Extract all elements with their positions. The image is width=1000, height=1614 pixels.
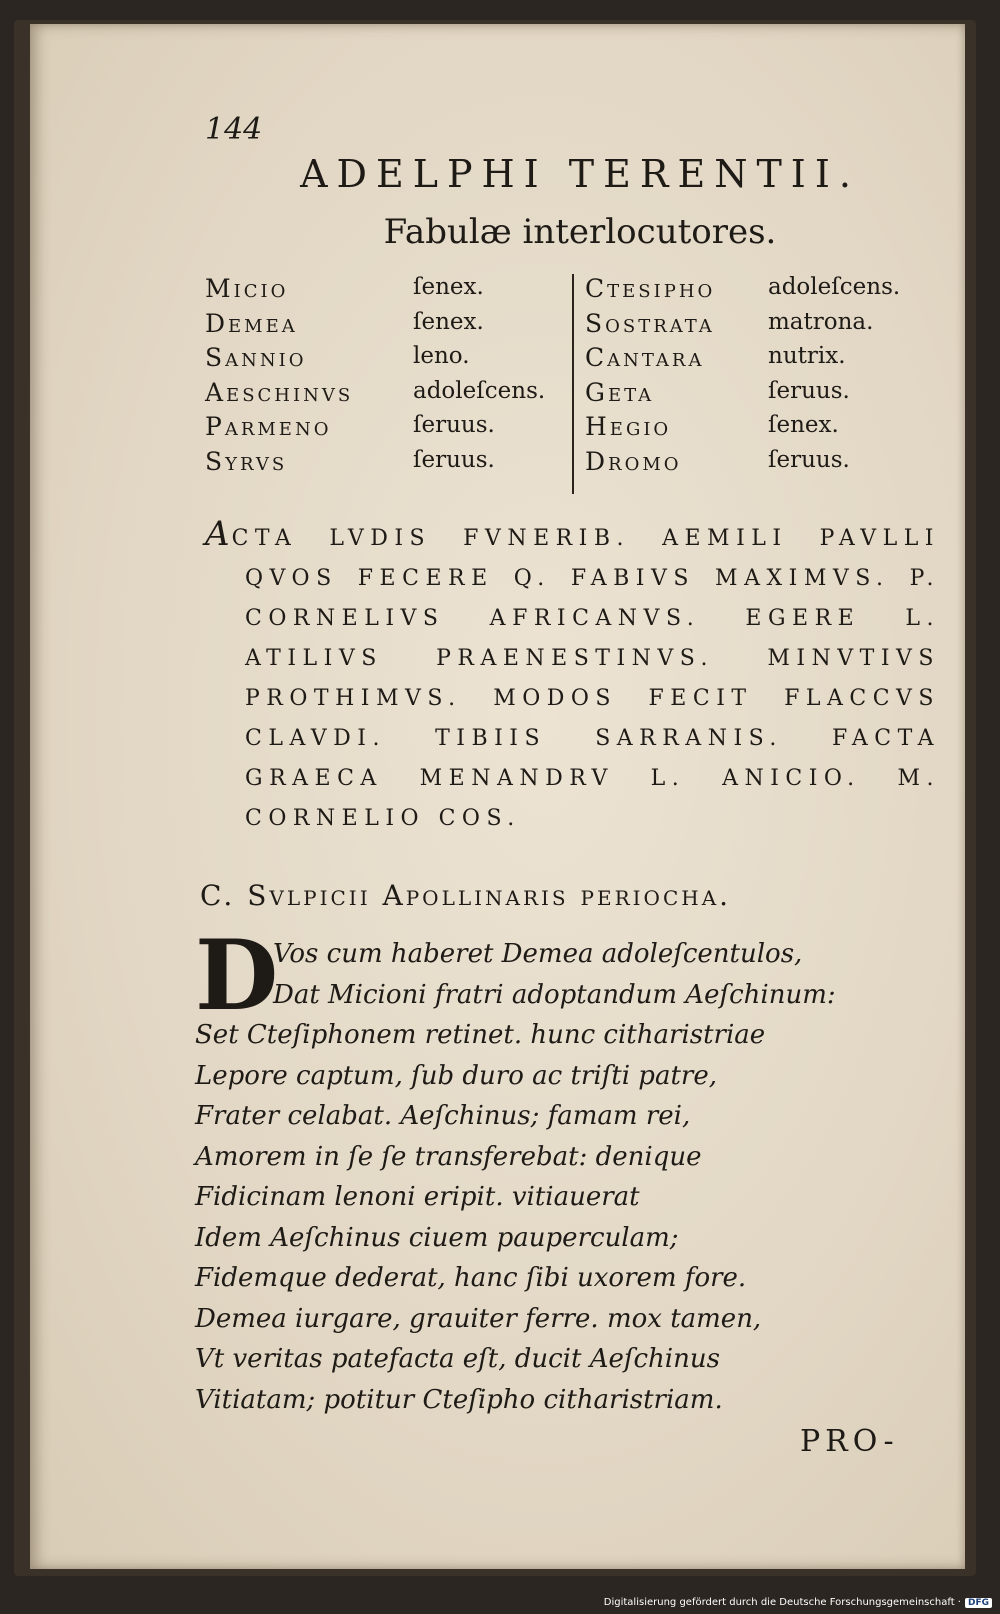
cast-row [585,447,935,482]
character-name: Demea [205,308,298,338]
character-name: Parmeno [205,412,332,441]
character-role: ſeruus. [768,377,850,404]
periocha-heading: C. Svlpicii Apollinaris periocha. [200,879,732,912]
verse-line: Set Cteſiphonem retinet. hunc citharistriae [195,1020,766,1050]
dfg-logo: DFG [965,1598,992,1608]
character-role: ſeruus. [768,446,850,473]
cast-column-left [205,274,575,481]
character-name: Geta [585,377,655,407]
character-name: Cantara [585,343,705,372]
character-role: ſenex. [413,308,484,335]
character-role: matrona. [768,308,874,335]
character-name: Micio [205,274,289,303]
verse-line: Frater celabat. Aeſchinus; famam rei, [195,1101,691,1131]
character-role: adoleſcens. [413,377,546,404]
cast-row [205,343,575,378]
cast-row [585,343,935,378]
verse-line: Fidemque dederat, hanc ſibi uxorem fore. [195,1263,747,1293]
character-name: Sostrata [585,308,715,338]
credit-text: Digitalisierung gefördert durch die Deutsche Forschungsgemeinschaft · [603,1597,961,1608]
verse-line: Vt veritas patefacta eſt, ducit Aeſchinus [195,1344,720,1374]
cast-row [205,309,575,344]
cast-list-subtitle: Fabulæ interlocutores. [383,212,777,252]
column-divider [572,274,574,494]
character-role: ſenex. [768,412,839,438]
periocha-verse [195,919,935,1420]
cast-row [205,274,575,309]
verse-line: Dat Micioni fratri adoptandum Aeſchinum: [273,979,836,1010]
cast-column-right [585,274,935,481]
character-name: Aeschinvs [205,377,354,407]
catchword: PRO- [800,1424,899,1459]
character-role: adoleſcens. [768,274,901,300]
character-name: Sannio [205,343,307,372]
cast-row [205,378,575,413]
character-name: Hegio [585,412,672,441]
character-role: nutrix. [768,343,846,369]
verse-line: Lepore captum, ſub duro ac triſti patre, [195,1060,717,1091]
cast-row [585,412,935,447]
cast-row [585,274,935,309]
didascalia-text: CTA LVDIS FVNERIB. AEMILI PAVLLI QVOS FECERE Q. FABIVS MAXIMVS. P. CORNELIVS AFRICANVS. EGERE L. ATILIVS PRAENESTINVS. MINVTIVS PROTHIMVS. MODOS FECIT FLACCVS CLAVDI. TIBIIS SARRANIS. FACTA GRAECA MENANDRV L. ANICIO. M. CORNELIO COS. [231,526,940,831]
character-name: Ctesipho [585,274,716,303]
cast-row [585,378,935,413]
verse-line: Vitiatam; potitur Cteſipho citharistriam. [195,1384,723,1415]
cast-row [585,309,935,344]
didascalia-production-notice [205,514,940,839]
verse-line: Fidicinam lenoni eripit. vitiauerat [195,1182,640,1212]
character-name: Syrvs [205,446,288,476]
character-role: ſeruus. [413,412,495,438]
character-role: leno. [413,343,470,369]
cast-list [205,274,935,500]
verse-line: Demea iurgare, grauiter ferre. mox tamen, [195,1303,762,1334]
page-number: 144 [205,112,263,147]
verse-line: Idem Aeſchinus ciuem pauperculam; [195,1222,679,1253]
didascalia-initial: A [205,514,232,554]
verse-line: Amorem in ſe ſe transferebat: denique [195,1141,702,1172]
running-head: ADELPHI TERENTII. [300,152,860,196]
cast-row [205,412,575,447]
drop-cap: D [195,919,279,1032]
digitization-credit [604,1597,992,1608]
book-page [30,24,965,1569]
verse-line: Vos cum haberet Demea adoleſcentulos, [273,939,803,969]
character-role: ſenex. [413,274,484,300]
character-role: ſeruus. [413,446,495,473]
character-name: Dromo [585,446,682,476]
cast-row [205,447,575,482]
